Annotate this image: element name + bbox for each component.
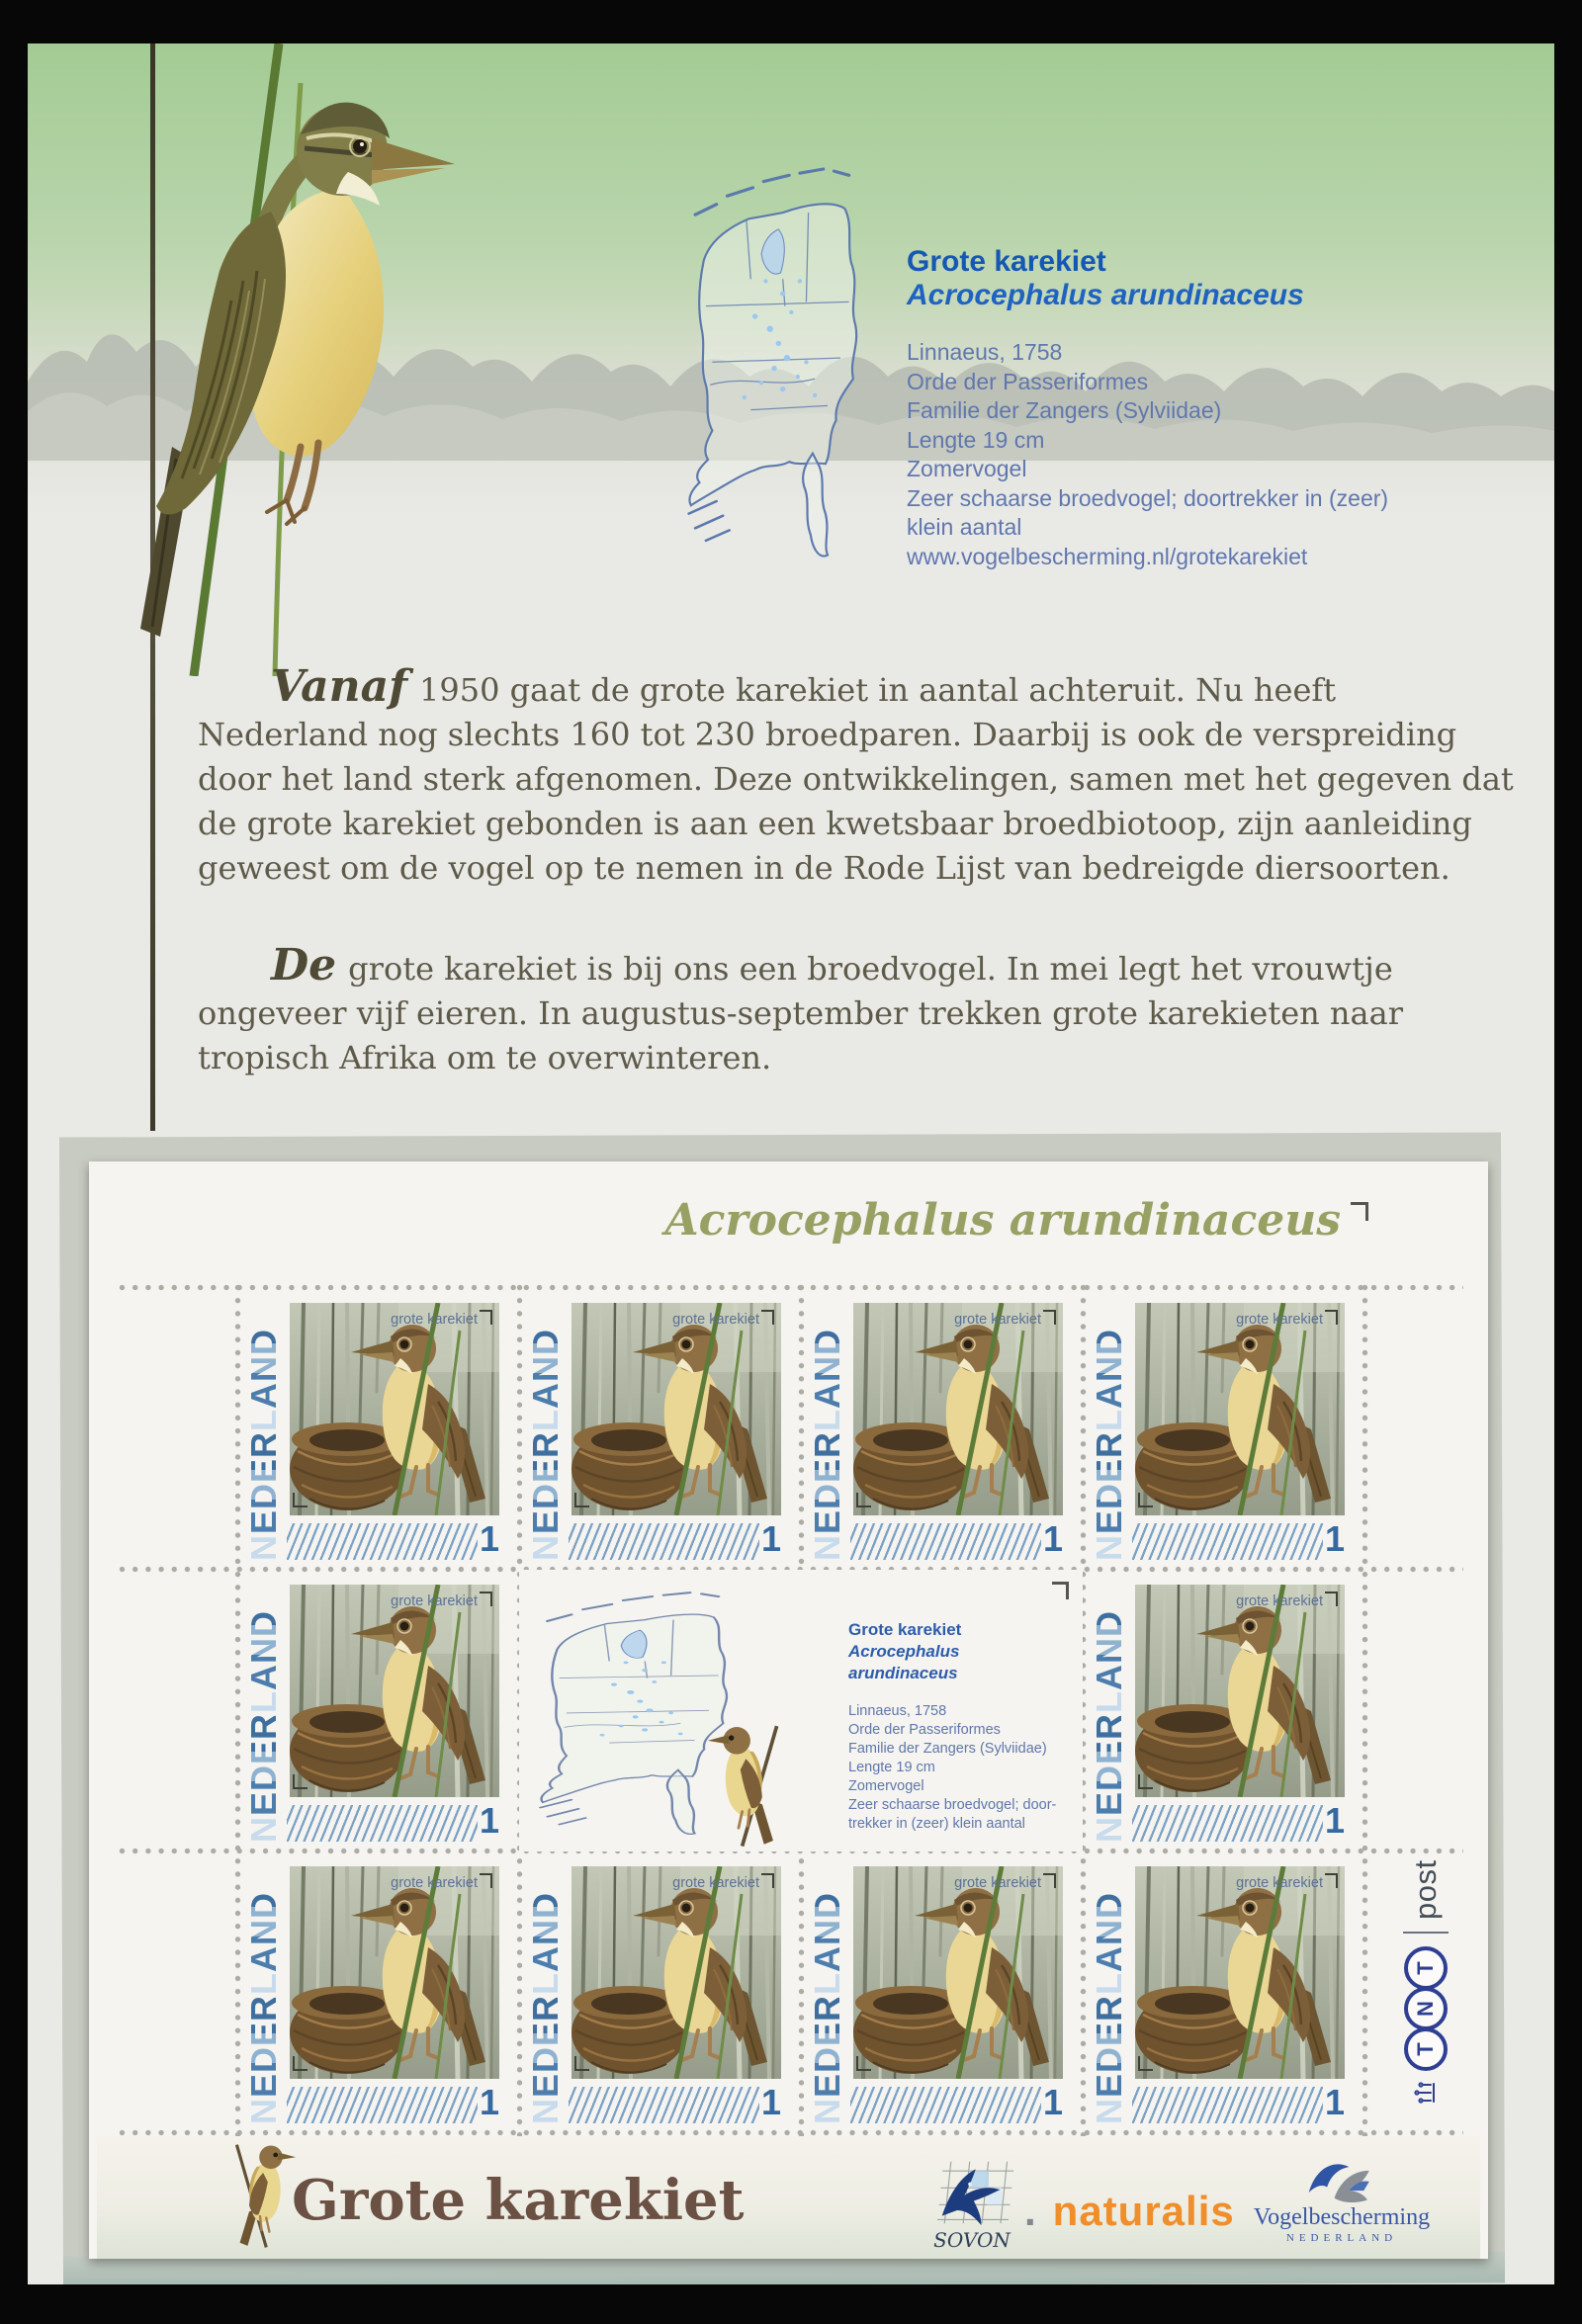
stamp — [1083, 1570, 1364, 1851]
stamp-country-text: NEDERLAND — [807, 1865, 848, 2124]
page-content — [28, 43, 1554, 2284]
stamp-species-label: grote karekiet — [954, 1312, 1041, 1328]
sheet-title — [89, 1195, 1368, 1246]
stamp-species-label: grote karekiet — [391, 1875, 478, 1891]
stamp — [519, 1851, 801, 2133]
stamp-denomination: 1 — [1325, 1800, 1346, 1841]
tnt-letter-circle: T — [1404, 1946, 1448, 1990]
reed-warbler-illustration — [45, 43, 461, 676]
species-detail-line: Zomervogel — [907, 456, 1027, 481]
stamp-photo — [290, 1303, 499, 1515]
corner-mark-icon — [480, 1592, 492, 1606]
stamp-species-label: grote karekiet — [1236, 1875, 1323, 1891]
paragraph-breeding — [198, 940, 1515, 1080]
stamp-species-label: grote karekiet — [672, 1312, 759, 1328]
stamp-photo — [1135, 1585, 1345, 1797]
stamp-bird-image — [290, 1866, 499, 2079]
species-detail-line: Orde der Passeriformes — [907, 368, 1149, 394]
stamp-photo — [853, 1866, 1063, 2079]
stamp — [519, 1288, 801, 1570]
stamp — [801, 1851, 1083, 2133]
paragraph-lead-word: De — [271, 940, 337, 990]
corner-mark-icon — [1325, 1592, 1338, 1606]
stamp-species-label: grote karekiet — [672, 1875, 759, 1891]
stamp-country-text: NEDERLAND — [807, 1302, 848, 1561]
corner-mark-icon — [574, 2056, 589, 2071]
small-bird-illustration — [704, 1719, 795, 1850]
corner-mark-icon — [761, 1873, 774, 1888]
center-detail-line: trekker in (zeer) klein aantal — [848, 1816, 1025, 1832]
stamp-bird-image — [853, 1866, 1063, 2079]
species-detail-line: Familie der Zangers (Sylviidae) — [907, 397, 1222, 423]
sheet-footer-title: Grote karekiet — [292, 2168, 745, 2233]
paragraph-history — [198, 661, 1515, 891]
stamp-denomination: 1 — [761, 1518, 782, 1559]
stamp-bird-image — [571, 1303, 781, 1515]
naturalis-logo — [1024, 2188, 1235, 2235]
stamp-hatch-bar — [569, 1523, 759, 1560]
vogelbescherming-bird-icon — [1300, 2156, 1383, 2205]
stamp-country-text: NEDERLAND — [1089, 1302, 1130, 1561]
stamp — [237, 1851, 519, 2133]
species-website-url: www.vogelbescherming.nl/grotekarekiet — [907, 543, 1308, 569]
vogelbescherming-wordmark: Vogelbescherming — [1253, 2204, 1431, 2230]
corner-mark-icon — [1043, 1873, 1056, 1888]
center-detail-line: Zeer schaarse broedvogel; door- — [848, 1797, 1057, 1813]
corner-mark-icon — [480, 1873, 492, 1888]
stamp-country-text: NEDERLAND — [525, 1865, 567, 2124]
tnt-post-logo — [1396, 1859, 1455, 2106]
paragraph-lead-word: Vanaf — [271, 661, 408, 712]
stamp-hatch-bar — [1132, 1805, 1323, 1842]
corner-mark-icon — [1325, 1873, 1338, 1888]
stamp-bird-image — [571, 1866, 781, 2079]
sheet-title-text: Acrocephalus arundinaceus — [664, 1195, 1341, 1246]
paragraph-text: grote karekiet is bij ons een broedvogel. In mei legt het vrouwtje ongeveer vijf eieren. In augustus-september trekken grote karekieten naar tropisch Afrika om te overwinteren. — [198, 950, 1403, 1076]
stamp-bird-image — [1135, 1585, 1345, 1797]
stamp-bird-image — [290, 1303, 499, 1515]
center-info-cell — [801, 1570, 1083, 1851]
corner-mark-icon — [1138, 1493, 1153, 1507]
corner-mark-icon — [856, 1493, 871, 1507]
stamp-country-text: NEDERLAND — [243, 1865, 285, 2124]
stamp-species-label: grote karekiet — [391, 1593, 478, 1609]
post-wordmark: post — [1408, 1859, 1443, 1920]
stamp-country-text: NEDERLAND — [525, 1302, 567, 1561]
logo-divider — [1403, 1932, 1449, 1934]
vogelbescherming-logo — [1228, 2156, 1455, 2244]
stamp-photo — [290, 1866, 499, 2079]
stamp-photo — [571, 1866, 781, 2079]
corner-mark-icon — [1043, 1310, 1056, 1325]
footer-bird-illustration — [218, 2140, 303, 2249]
species-detail-line: Linnaeus, 1758 — [907, 339, 1063, 365]
stamp-hatch-bar — [287, 1805, 478, 1842]
species-detail-line: Lengte 19 cm — [907, 426, 1045, 453]
stamp — [1083, 1851, 1364, 2133]
corner-mark-icon — [293, 1493, 308, 1507]
species-detail-line: Zeer schaarse broedvogel; doortrekker in (zeer) — [907, 484, 1389, 511]
stamp-photo — [1135, 1303, 1345, 1515]
stamp-denomination: 1 — [1043, 1518, 1064, 1559]
species-name: Grote karekiet — [907, 245, 1106, 278]
stamp-denomination: 1 — [480, 1800, 500, 1841]
corner-mark-icon — [761, 1310, 774, 1325]
stamp-country-text: NEDERLAND — [243, 1302, 285, 1561]
species-detail-line: klein aantal — [907, 514, 1022, 540]
tnt-letter-circle: N — [1404, 1987, 1448, 2030]
vogelbescherming-subtext: NEDERLAND — [1285, 2232, 1398, 2244]
stamp-country-text: NEDERLAND — [243, 1584, 285, 1843]
paragraph-text: 1950 gaat de grote karekiet in aantal achteruit. Nu heeft Nederland nog slechts 160 tot 230 broedparen. Daarbij is ook de verspreiding door het land sterk afgenomen. Deze ontwikkelingen, samen met het gegeven dat de grote karekiet gebonden is aan een kwetsbaar broedbiotoop, zijn aanleiding geweest om de vogel op te nemen in de Rode Lijst van bedreigde diersoorten. — [198, 671, 1514, 887]
crown-icon — [1414, 2080, 1438, 2106]
corner-mark-icon — [1138, 2056, 1153, 2071]
corner-mark-icon — [1052, 1582, 1069, 1599]
species-latin-name: Acrocephalus arundinaceus — [907, 279, 1304, 311]
stamp — [1083, 1288, 1364, 1570]
stamp-hatch-bar — [1132, 2087, 1323, 2123]
center-latin-name: Acrocephalus arundinaceus — [848, 1642, 960, 1682]
stamp-species-label: grote karekiet — [954, 1875, 1041, 1891]
stamp — [237, 1570, 519, 1851]
stamp-hatch-bar — [850, 1523, 1041, 1560]
sovon-logo — [923, 2158, 1021, 2252]
stamp — [801, 1288, 1083, 1570]
center-detail-line: Lengte 19 cm — [848, 1760, 935, 1775]
stamp-bird-image — [1135, 1303, 1345, 1515]
naturalis-dot: . — [1024, 2188, 1037, 2234]
stamp-species-label: grote karekiet — [391, 1312, 478, 1328]
corner-mark-icon — [293, 1774, 308, 1789]
stamp-denomination: 1 — [480, 2082, 500, 2122]
corner-mark-icon — [1351, 1202, 1368, 1221]
center-detail-line: Orde der Passeriformes — [848, 1722, 1001, 1738]
stamp-country-text: NEDERLAND — [1089, 1865, 1130, 2124]
species-info-block — [907, 245, 1500, 571]
corner-mark-icon — [1138, 1774, 1153, 1789]
center-detail-line: Linnaeus, 1758 — [848, 1703, 947, 1719]
stamp-photo — [290, 1585, 499, 1797]
sovon-wordmark: SOVON — [933, 2228, 1011, 2252]
stamp-country-text: NEDERLAND — [1089, 1584, 1130, 1843]
netherlands-distribution-map — [680, 148, 894, 563]
stamp-bird-image — [853, 1303, 1063, 1515]
stamp-species-label: grote karekiet — [1236, 1312, 1323, 1328]
stamp-bird-image — [290, 1585, 499, 1797]
stamp-denomination: 1 — [480, 1518, 500, 1559]
stamp-hatch-bar — [287, 1523, 478, 1560]
stamp-sheet — [89, 1162, 1488, 2259]
stamp-bird-image — [1135, 1866, 1345, 2079]
tnt-letter-circle: T — [1404, 2027, 1448, 2071]
stamp-photo — [853, 1303, 1063, 1515]
stamp-photo — [571, 1303, 781, 1515]
corner-mark-icon — [574, 1493, 589, 1507]
stamp-denomination: 1 — [1325, 1518, 1346, 1559]
stamp-hatch-bar — [850, 2087, 1041, 2123]
stamp-denomination: 1 — [1325, 2082, 1346, 2122]
stamp-photo — [1135, 1866, 1345, 2079]
center-map-cell — [519, 1570, 801, 1851]
stamp-denomination: 1 — [1043, 2082, 1064, 2122]
corner-mark-icon — [856, 2056, 871, 2071]
naturalis-wordmark: naturalis — [1052, 2188, 1235, 2234]
center-detail-line: Zomervogel — [848, 1778, 924, 1794]
stamp — [237, 1288, 519, 1570]
center-species-name: Grote karekiet — [848, 1620, 962, 1639]
stamp-denomination: 1 — [761, 2082, 782, 2122]
stamp-hatch-bar — [1132, 1523, 1323, 1560]
stamp-species-label: grote karekiet — [1236, 1593, 1323, 1609]
corner-mark-icon — [480, 1310, 492, 1325]
corner-mark-icon — [1325, 1310, 1338, 1325]
stamp-hatch-bar — [287, 2087, 478, 2123]
sovon-swallow-icon — [929, 2158, 1014, 2227]
center-detail-line: Familie der Zangers (Sylviidae) — [848, 1741, 1047, 1757]
corner-mark-icon — [293, 2056, 308, 2071]
stamp-hatch-bar — [569, 2087, 759, 2123]
